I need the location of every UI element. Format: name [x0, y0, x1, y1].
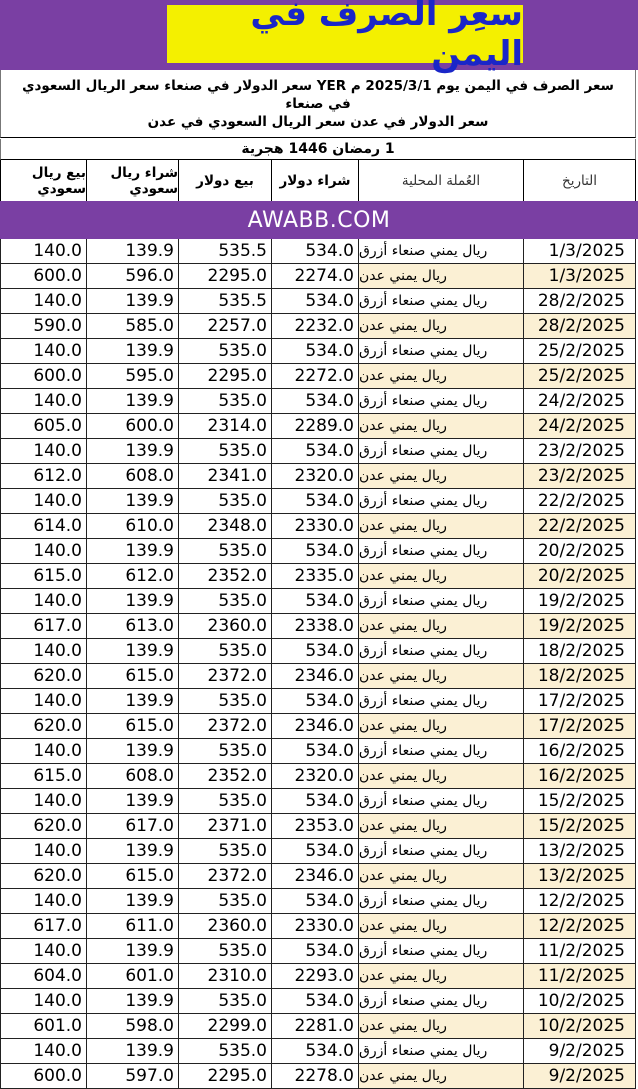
cell-sell-usd: 535.0 [179, 439, 272, 463]
cell-sell-sar: 140.0 [0, 889, 87, 913]
cell-buy-sar: 617.0 [87, 814, 179, 838]
table-row [0, 714, 636, 739]
cell-buy-sar: 139.9 [87, 389, 179, 413]
table-row [0, 1064, 636, 1089]
cell-buy-usd: 534.0 [272, 689, 359, 713]
cell-date: 19/2/2025 [524, 614, 636, 638]
cell-date: 18/2/2025 [524, 639, 636, 663]
cell-sell-usd: 535.5 [179, 239, 272, 263]
table-row [0, 564, 636, 589]
cell-buy-usd: 534.0 [272, 339, 359, 363]
cell-sell-usd: 535.0 [179, 539, 272, 563]
title-banner [167, 0, 523, 74]
cell-sell-usd: 535.0 [179, 639, 272, 663]
table-row [0, 614, 636, 639]
cell-sell-sar: 140.0 [0, 489, 87, 513]
cell-sell-sar: 617.0 [0, 914, 87, 938]
cell-date: 22/2/2025 [524, 514, 636, 538]
cell-sell-usd: 2372.0 [179, 714, 272, 738]
rate-table-body [0, 239, 636, 1089]
cell-date: 11/2/2025 [524, 964, 636, 988]
cell-date: 20/2/2025 [524, 564, 636, 588]
cell-sell-sar: 620.0 [0, 814, 87, 838]
cell-sell-usd: 2360.0 [179, 914, 272, 938]
cell-currency: ريال يمني صنعاء أزرق [359, 789, 524, 813]
cell-date: 10/2/2025 [524, 989, 636, 1013]
cell-currency: ريال يمني صنعاء أزرق [359, 689, 524, 713]
cell-buy-sar: 608.0 [87, 764, 179, 788]
cell-currency: ريال يمني عدن [359, 814, 524, 838]
table-row [0, 964, 636, 989]
table-row [0, 889, 636, 914]
cell-buy-sar: 139.9 [87, 339, 179, 363]
table-row [0, 464, 636, 489]
cell-sell-usd: 535.0 [179, 339, 272, 363]
cell-buy-sar: 600.0 [87, 414, 179, 438]
cell-buy-sar: 139.9 [87, 789, 179, 813]
cell-currency: ريال يمني عدن [359, 364, 524, 388]
cell-currency: ريال يمني عدن [359, 1064, 524, 1088]
cell-date: 9/2/2025 [524, 1039, 636, 1063]
table-row [0, 264, 636, 289]
table-row [0, 339, 636, 364]
cell-currency: ريال يمني صنعاء أزرق [359, 389, 524, 413]
cell-buy-sar: 597.0 [87, 1064, 179, 1088]
cell-sell-usd: 2341.0 [179, 464, 272, 488]
cell-buy-sar: 610.0 [87, 514, 179, 538]
cell-buy-usd: 2232.0 [272, 314, 359, 338]
cell-currency: ريال يمني صنعاء أزرق [359, 239, 524, 263]
cell-currency: ريال يمني صنعاء أزرق [359, 589, 524, 613]
cell-buy-usd: 2289.0 [272, 414, 359, 438]
cell-buy-sar: 595.0 [87, 364, 179, 388]
cell-date: 19/2/2025 [524, 589, 636, 613]
cell-sell-sar: 140.0 [0, 289, 87, 313]
cell-sell-sar: 615.0 [0, 564, 87, 588]
cell-date: 22/2/2025 [524, 489, 636, 513]
table-row [0, 839, 636, 864]
cell-buy-usd: 534.0 [272, 589, 359, 613]
cell-buy-sar: 139.9 [87, 289, 179, 313]
cell-date: 12/2/2025 [524, 889, 636, 913]
cell-buy-sar: 139.9 [87, 489, 179, 513]
cell-sell-usd: 535.0 [179, 839, 272, 863]
cell-sell-usd: 535.0 [179, 489, 272, 513]
cell-sell-sar: 617.0 [0, 614, 87, 638]
cell-buy-usd: 2320.0 [272, 764, 359, 788]
cell-date: 13/2/2025 [524, 839, 636, 863]
cell-buy-usd: 534.0 [272, 789, 359, 813]
table-row [0, 239, 636, 264]
cell-buy-sar: 612.0 [87, 564, 179, 588]
header-buy-usd: شراء دولار [272, 160, 359, 201]
cell-buy-sar: 608.0 [87, 464, 179, 488]
cell-buy-usd: 534.0 [272, 839, 359, 863]
cell-date: 20/2/2025 [524, 539, 636, 563]
cell-currency: ريال يمني صنعاء أزرق [359, 739, 524, 763]
cell-buy-sar: 596.0 [87, 264, 179, 288]
cell-currency: ريال يمني عدن [359, 264, 524, 288]
cell-sell-sar: 600.0 [0, 1064, 87, 1088]
cell-date: 16/2/2025 [524, 739, 636, 763]
cell-buy-sar: 139.9 [87, 939, 179, 963]
cell-sell-sar: 140.0 [0, 389, 87, 413]
cell-currency: ريال يمني صنعاء أزرق [359, 439, 524, 463]
cell-buy-sar: 139.9 [87, 239, 179, 263]
cell-sell-usd: 535.0 [179, 389, 272, 413]
cell-currency: ريال يمني صنعاء أزرق [359, 489, 524, 513]
table-row [0, 914, 636, 939]
cell-buy-usd: 534.0 [272, 289, 359, 313]
table-row [0, 314, 636, 339]
cell-currency: ريال يمني عدن [359, 964, 524, 988]
site-name: AWABB.COM [247, 207, 391, 233]
cell-date: 1/3/2025 [524, 264, 636, 288]
cell-date: 24/2/2025 [524, 389, 636, 413]
cell-currency: ريال يمني صنعاء أزرق [359, 339, 524, 363]
cell-date: 16/2/2025 [524, 764, 636, 788]
cell-sell-usd: 2299.0 [179, 1014, 272, 1038]
cell-currency: ريال يمني صنعاء أزرق [359, 889, 524, 913]
cell-currency: ريال يمني عدن [359, 464, 524, 488]
cell-sell-usd: 535.5 [179, 289, 272, 313]
table-row [0, 364, 636, 389]
cell-sell-usd: 2295.0 [179, 264, 272, 288]
cell-date: 17/2/2025 [524, 689, 636, 713]
cell-date: 10/2/2025 [524, 1014, 636, 1038]
table-row [0, 989, 636, 1014]
cell-currency: ريال يمني صنعاء أزرق [359, 939, 524, 963]
cell-date: 23/2/2025 [524, 464, 636, 488]
cell-buy-usd: 534.0 [272, 439, 359, 463]
cell-date: 9/2/2025 [524, 1064, 636, 1088]
cell-buy-sar: 139.9 [87, 839, 179, 863]
cell-sell-usd: 535.0 [179, 939, 272, 963]
cell-buy-usd: 534.0 [272, 739, 359, 763]
cell-buy-usd: 534.0 [272, 389, 359, 413]
table-row [0, 514, 636, 539]
cell-currency: ريال يمني عدن [359, 514, 524, 538]
cell-sell-usd: 535.0 [179, 739, 272, 763]
cell-buy-sar: 585.0 [87, 314, 179, 338]
cell-buy-usd: 2335.0 [272, 564, 359, 588]
table-row [0, 289, 636, 314]
table-row [0, 739, 636, 764]
cell-buy-sar: 615.0 [87, 864, 179, 888]
cell-buy-usd: 534.0 [272, 1039, 359, 1063]
cell-currency: ريال يمني عدن [359, 714, 524, 738]
cell-date: 11/2/2025 [524, 939, 636, 963]
cell-buy-sar: 139.9 [87, 439, 179, 463]
cell-currency: ريال يمني عدن [359, 414, 524, 438]
cell-date: 13/2/2025 [524, 864, 636, 888]
table-row [0, 1014, 636, 1039]
cell-date: 18/2/2025 [524, 664, 636, 688]
table-row [0, 539, 636, 564]
cell-buy-sar: 615.0 [87, 714, 179, 738]
cell-currency: ريال يمني عدن [359, 614, 524, 638]
cell-date: 15/2/2025 [524, 814, 636, 838]
table-row [0, 864, 636, 889]
hijri-date-row [0, 139, 636, 160]
subtitle-box [0, 70, 636, 138]
cell-buy-sar: 139.9 [87, 589, 179, 613]
cell-sell-sar: 140.0 [0, 689, 87, 713]
table-row [0, 489, 636, 514]
cell-sell-sar: 600.0 [0, 264, 87, 288]
cell-date: 12/2/2025 [524, 914, 636, 938]
cell-sell-sar: 601.0 [0, 1014, 87, 1038]
subtitle-line-2: سعر الدولار في عدن سعر الريال السعودي في عدن [147, 113, 489, 130]
cell-buy-usd: 2346.0 [272, 714, 359, 738]
cell-buy-sar: 613.0 [87, 614, 179, 638]
cell-sell-sar: 140.0 [0, 539, 87, 563]
table-row [0, 814, 636, 839]
hijri-date: 1 رمضان 1446 هجرية [241, 141, 395, 157]
cell-currency: ريال يمني صنعاء أزرق [359, 989, 524, 1013]
cell-sell-sar: 605.0 [0, 414, 87, 438]
cell-buy-sar: 139.9 [87, 639, 179, 663]
cell-buy-usd: 2274.0 [272, 264, 359, 288]
cell-buy-usd: 2272.0 [272, 364, 359, 388]
cell-buy-usd: 534.0 [272, 889, 359, 913]
cell-date: 23/2/2025 [524, 439, 636, 463]
cell-currency: ريال يمني عدن [359, 564, 524, 588]
cell-currency: ريال يمني عدن [359, 664, 524, 688]
cell-sell-usd: 2372.0 [179, 864, 272, 888]
cell-currency: ريال يمني عدن [359, 1014, 524, 1038]
cell-date: 15/2/2025 [524, 789, 636, 813]
cell-currency: ريال يمني عدن [359, 864, 524, 888]
cell-buy-usd: 534.0 [272, 989, 359, 1013]
cell-date: 1/3/2025 [524, 239, 636, 263]
cell-sell-sar: 612.0 [0, 464, 87, 488]
cell-sell-usd: 2295.0 [179, 364, 272, 388]
cell-sell-usd: 535.0 [179, 689, 272, 713]
cell-buy-usd: 2320.0 [272, 464, 359, 488]
cell-sell-usd: 2352.0 [179, 564, 272, 588]
header-buy-sar: شراء ريال سعودي [87, 160, 179, 201]
cell-date: 28/2/2025 [524, 314, 636, 338]
cell-sell-usd: 2348.0 [179, 514, 272, 538]
cell-currency: ريال يمني صنعاء أزرق [359, 539, 524, 563]
header-sell-usd: بيع دولار [179, 160, 272, 201]
cell-currency: ريال يمني صنعاء أزرق [359, 639, 524, 663]
table-row [0, 939, 636, 964]
table-row [0, 1039, 636, 1064]
cell-buy-sar: 139.9 [87, 889, 179, 913]
cell-buy-sar: 611.0 [87, 914, 179, 938]
cell-currency: ريال يمني صنعاء أزرق [359, 839, 524, 863]
cell-sell-sar: 620.0 [0, 714, 87, 738]
cell-buy-sar: 601.0 [87, 964, 179, 988]
cell-currency: ريال يمني عدن [359, 914, 524, 938]
cell-currency: ريال يمني صنعاء أزرق [359, 289, 524, 313]
cell-sell-usd: 535.0 [179, 989, 272, 1013]
table-row [0, 414, 636, 439]
cell-sell-usd: 2310.0 [179, 964, 272, 988]
cell-buy-sar: 615.0 [87, 664, 179, 688]
cell-sell-sar: 140.0 [0, 989, 87, 1013]
table-row [0, 639, 636, 664]
cell-sell-sar: 590.0 [0, 314, 87, 338]
cell-buy-usd: 2278.0 [272, 1064, 359, 1088]
cell-sell-sar: 140.0 [0, 1039, 87, 1063]
subtitle-text [9, 77, 627, 131]
cell-sell-sar: 140.0 [0, 739, 87, 763]
cell-currency: ريال يمني صنعاء أزرق [359, 1039, 524, 1063]
table-header [0, 160, 636, 201]
subtitle-line-1: سعر الصرف في اليمن يوم 2025/3/1 م YER سعر الدولار في صنعاء سعر الريال السعودي في صنعاء [22, 77, 614, 112]
cell-sell-sar: 604.0 [0, 964, 87, 988]
cell-sell-sar: 620.0 [0, 864, 87, 888]
cell-buy-usd: 2293.0 [272, 964, 359, 988]
cell-date: 24/2/2025 [524, 414, 636, 438]
cell-sell-sar: 140.0 [0, 839, 87, 863]
cell-sell-sar: 140.0 [0, 789, 87, 813]
cell-sell-usd: 2257.0 [179, 314, 272, 338]
cell-sell-usd: 2360.0 [179, 614, 272, 638]
cell-sell-usd: 2295.0 [179, 1064, 272, 1088]
table-row [0, 389, 636, 414]
cell-currency: ريال يمني عدن [359, 764, 524, 788]
site-banner [0, 201, 638, 239]
cell-buy-sar: 139.9 [87, 739, 179, 763]
cell-sell-sar: 140.0 [0, 339, 87, 363]
title-band [0, 0, 638, 74]
cell-date: 25/2/2025 [524, 339, 636, 363]
cell-date: 17/2/2025 [524, 714, 636, 738]
cell-sell-usd: 2371.0 [179, 814, 272, 838]
cell-sell-sar: 614.0 [0, 514, 87, 538]
header-currency: العُملة المحلية [359, 160, 524, 201]
cell-currency: ريال يمني عدن [359, 314, 524, 338]
cell-sell-sar: 600.0 [0, 364, 87, 388]
cell-buy-usd: 534.0 [272, 489, 359, 513]
cell-buy-usd: 2281.0 [272, 1014, 359, 1038]
cell-sell-usd: 2352.0 [179, 764, 272, 788]
cell-date: 28/2/2025 [524, 289, 636, 313]
cell-buy-usd: 2330.0 [272, 914, 359, 938]
cell-sell-usd: 535.0 [179, 589, 272, 613]
page-title: سعِر الصرف في اليمن [250, 0, 523, 74]
cell-sell-sar: 140.0 [0, 639, 87, 663]
cell-date: 25/2/2025 [524, 364, 636, 388]
cell-buy-usd: 534.0 [272, 639, 359, 663]
cell-buy-sar: 598.0 [87, 1014, 179, 1038]
table-row [0, 589, 636, 614]
cell-buy-usd: 2346.0 [272, 864, 359, 888]
cell-sell-usd: 535.0 [179, 1039, 272, 1063]
header-sell-sar: بيع ريال سعودي [0, 160, 87, 201]
table-row [0, 439, 636, 464]
cell-buy-sar: 139.9 [87, 539, 179, 563]
cell-buy-usd: 2346.0 [272, 664, 359, 688]
cell-sell-usd: 2372.0 [179, 664, 272, 688]
cell-buy-usd: 2338.0 [272, 614, 359, 638]
cell-buy-usd: 534.0 [272, 939, 359, 963]
cell-sell-usd: 2314.0 [179, 414, 272, 438]
cell-sell-usd: 535.0 [179, 889, 272, 913]
cell-buy-usd: 2353.0 [272, 814, 359, 838]
cell-buy-usd: 2330.0 [272, 514, 359, 538]
cell-buy-sar: 139.9 [87, 989, 179, 1013]
cell-sell-sar: 620.0 [0, 664, 87, 688]
cell-buy-usd: 534.0 [272, 239, 359, 263]
table-row [0, 789, 636, 814]
table-row [0, 664, 636, 689]
cell-sell-sar: 140.0 [0, 439, 87, 463]
cell-buy-sar: 139.9 [87, 689, 179, 713]
cell-sell-sar: 615.0 [0, 764, 87, 788]
cell-sell-sar: 140.0 [0, 939, 87, 963]
cell-sell-sar: 140.0 [0, 589, 87, 613]
cell-buy-sar: 139.9 [87, 1039, 179, 1063]
cell-sell-usd: 535.0 [179, 789, 272, 813]
cell-sell-sar: 140.0 [0, 239, 87, 263]
cell-buy-usd: 534.0 [272, 539, 359, 563]
table-row [0, 689, 636, 714]
table-row [0, 764, 636, 789]
header-date: التاريخ [524, 160, 636, 201]
